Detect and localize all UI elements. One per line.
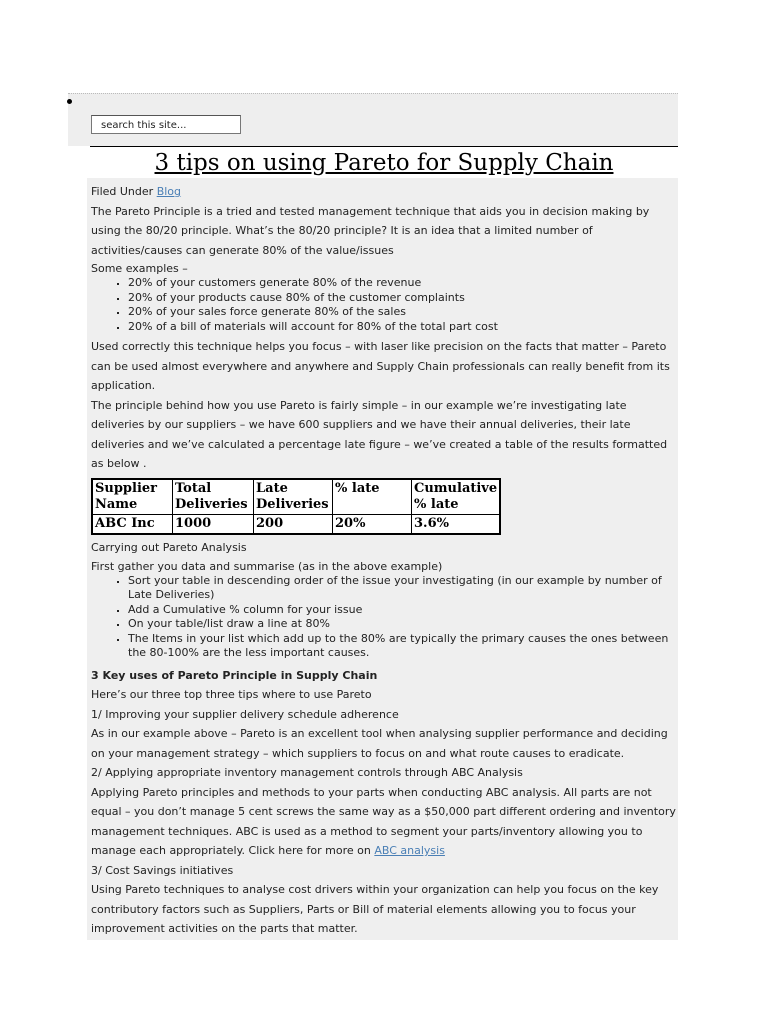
filed-under — [91, 182, 678, 202]
table-cell: 1000 — [173, 514, 254, 534]
table-cell: 3.6% — [412, 514, 501, 534]
tip2-title: 2/ Applying appropriate inventory management controls through ABC Analysis — [91, 766, 523, 779]
tip3-text: Using Pareto techniques to analyse cost drivers within your organization can help you focus on the key contributory factors such as Suppliers, Parts or Bill of material elements allowing you to focus your improvement activities on the parts that matter. — [91, 883, 659, 935]
principle-paragraph: The principle behind how you use Pareto is fairly simple – in our example we’re investigating late deliveries by our suppliers – we have 600 suppliers and we have their annual deliveries, their late deliveries and we’ve calculated a percentage late figure – we’ve created a table of the results formatted as below . — [91, 398, 668, 470]
table-cell: 200 — [254, 514, 333, 534]
list-item: ▪ Add a Cumulative % column for your issue — [128, 603, 678, 618]
table-header-row — [92, 479, 500, 515]
uses-heading: 3 Key uses of Pareto Principle in Supply Chain — [91, 668, 378, 682]
table-header-cell: Late Deliveries — [254, 479, 333, 515]
tip2-text: Applying Pareto principles and methods to your parts when conducting ABC analysis. All parts are not equal – you don’t manage 5 cent screws the same way as a $50,000 part different ordering and inventory management techniques. ABC is used as a method to segment your parts/inventory allowing you to manage each appropriately. Click here for more on — [91, 785, 676, 857]
list-item: ▪ 20% of your customers generate 80% of the revenue — [128, 276, 678, 291]
table-row — [92, 514, 500, 534]
table-header-cell: Supplier Name — [92, 479, 173, 515]
steps-list — [91, 574, 678, 661]
search-input[interactable]: search this site... — [91, 115, 241, 134]
examples-list — [91, 276, 678, 334]
table-cell: 20% — [333, 514, 412, 534]
tip3-title: 3/ Cost Savings initiatives — [91, 863, 234, 877]
list-item: ▪ The Items in your list which add up to the 80% are typically the primary causes the ones between the 80-100% are the less important causes. — [128, 632, 678, 661]
table-header-cell: Total Deliveries — [173, 479, 254, 515]
bullet-marker — [67, 99, 72, 104]
tip1-title: 1/ Improving your supplier delivery schedule adherence — [91, 707, 399, 721]
abc-analysis-link[interactable]: ABC analysis — [374, 844, 445, 857]
analysis-heading: Carrying out Pareto Analysis — [91, 540, 247, 554]
tip2-paragraph — [91, 783, 678, 861]
examples-heading: Some examples – — [91, 262, 188, 275]
list-item: ▪ 20% of your products cause 80% of the customer complaints — [128, 291, 678, 306]
late-deliveries-table — [91, 478, 501, 535]
analysis-intro: First gather you data and summarise (as in the above example) — [91, 559, 443, 573]
page-title: 3 tips on using Pareto for Supply Chain — [90, 148, 678, 178]
table-header-cell: % late — [333, 479, 412, 515]
title-divider — [90, 146, 678, 147]
list-item: ▪ On your table/list draw a line at 80% — [128, 617, 678, 632]
focus-paragraph: Used correctly this technique helps you focus – with laser like precision on the facts that matter – Pareto can be used almost everywhere and anywhere and Supply Chain professionals can really benefit from its application. — [91, 340, 670, 392]
category-link-blog[interactable]: Blog — [156, 185, 182, 198]
list-item: ▪ Sort your table in descending order of the issue your investigating (in our example by number of Late Deliveries) — [128, 574, 678, 603]
filed-under-label: Filed Under — [91, 185, 154, 198]
uses-intro: Here’s our three top three tips where to use Pareto — [91, 688, 372, 701]
table-header-cell: Cumulative % late — [412, 479, 501, 515]
list-item: ▪ 20% of a bill of materials will account for 80% of the total part cost — [128, 320, 678, 335]
intro-paragraph: The Pareto Principle is a tried and tested management technique that aids you in decision making by using the 80/20 principle. What’s the 80/20 principle? It is an idea that a limited number of activities/causes can generate 80% of the value/issues — [91, 204, 650, 257]
table-cell: ABC Inc — [92, 514, 173, 534]
tip1-text: As in our example above – Pareto is an excellent tool when analysing supplier performance and deciding on your management strategy – which suppliers to focus on and what route causes to eradicate. — [91, 727, 668, 760]
article-body — [87, 178, 678, 940]
list-item: ▪ 20% of your sales force generate 80% of the sales — [128, 305, 678, 320]
